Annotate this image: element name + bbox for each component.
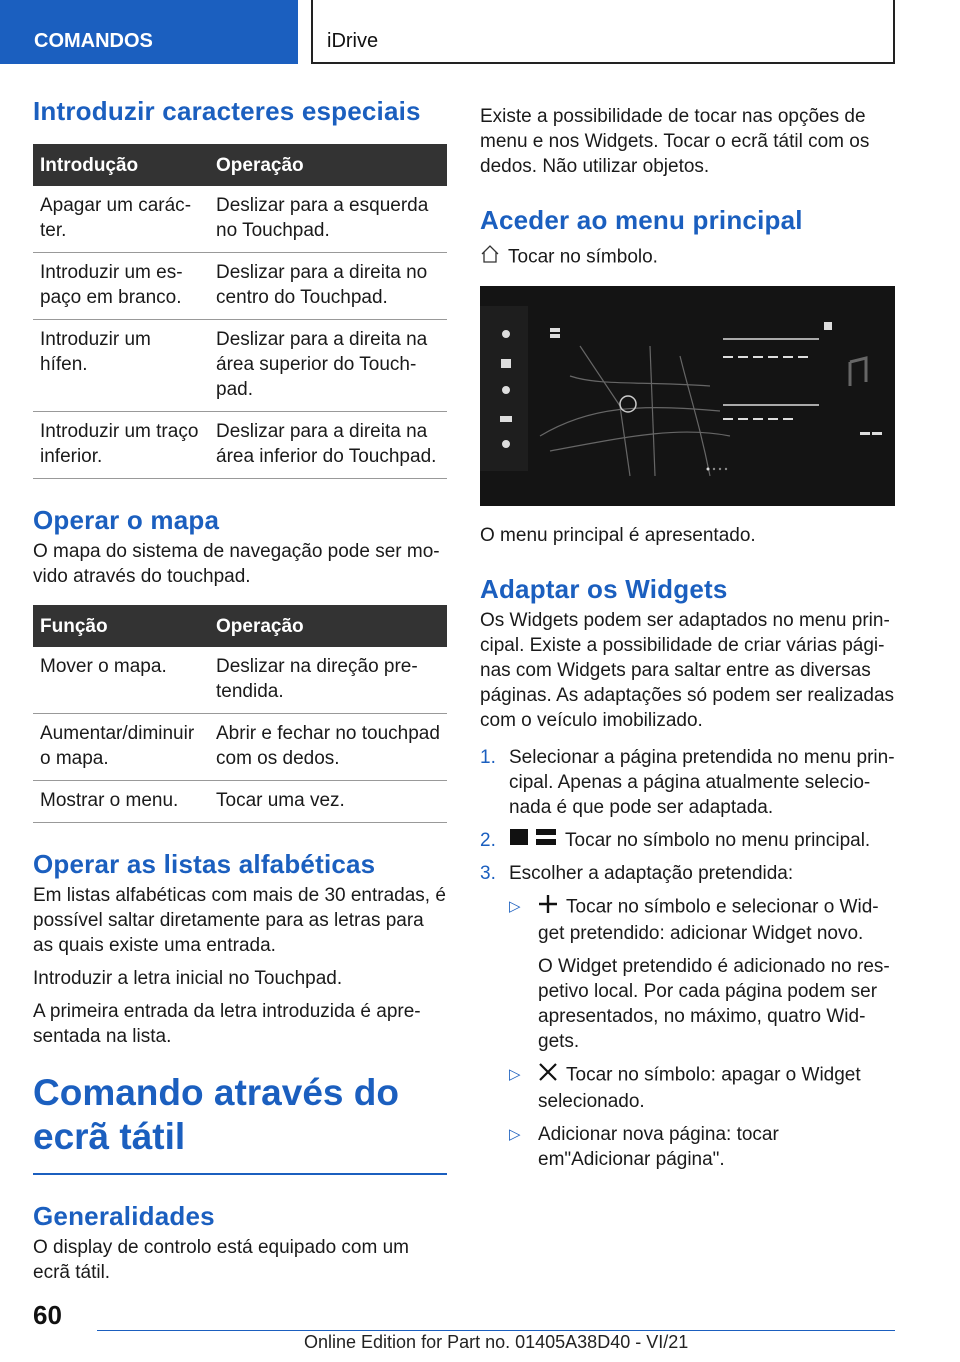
sub-text: Tocar no símbolo: apagar o Widget selecionado. [538,1065,861,1113]
list-item [480,745,895,820]
alpha-p3: A primeira entrada da letra introduzida é apresentada na lista. [33,1001,421,1047]
table-row [33,714,447,781]
special-chars-table [33,144,447,479]
widgets-intro: Os Widgets podem ser adaptados no menu principal. Existe a possibilidade de criar várias páginas com Widgets para saltar entre as diversas páginas. As adaptações só podem ser realizadas com o veículo imobilizado. [480,610,895,731]
alpha-heading: Operar as listas alfabéticas [33,849,376,879]
map-heading: Operar o mapa [33,505,220,535]
chapter-title: iDrive [327,30,379,52]
special-chars-heading: Introduzir caracteres especiais [33,96,421,126]
table-cell: Introduzir um espaço em branco. [33,253,209,320]
step-text: Tocar no símbolo no menu principal. [565,830,871,851]
section-title: COMANDOS [34,30,153,52]
table-cell: Mover o mapa. [33,647,209,714]
triangle-bullet-icon: ▷ [509,1126,521,1144]
sub-text: Tocar no símbolo e selecionar o Widget pretendido: adicionar Widget novo. [538,897,879,945]
list-item [509,894,895,1054]
triangle-bullet-icon: ▷ [509,1066,521,1084]
page-number: 60 [33,1300,62,1330]
table-header-cell: Operação [209,144,447,186]
home-instruction [480,244,895,271]
table-cell: Deslizar para a direita no centro do Touchpad. [209,253,447,320]
table-cell: Deslizar para a esquerda no Touchpad. [209,186,447,253]
plus-icon [538,894,558,921]
table-cell: Introduzir um hífen. [33,320,209,412]
steps-list [480,745,895,1172]
left-column [33,96,447,1285]
table-row [33,253,447,320]
table-cell: Deslizar na direção pretendida. [209,647,447,714]
close-icon [538,1062,558,1089]
main-menu-heading: Aceder ao menu principal [480,205,803,235]
step-text: Selecionar a página pretendida no menu principal. Apenas a página atualmente selecionada é que pode ser adaptada. [509,747,895,818]
table-cell: Deslizar para a direita na área inferior do Touchpad. [209,412,447,479]
section-tab [0,0,298,64]
list-item [509,1062,895,1114]
table-row [33,186,447,253]
touch-title: Comando através do ecrã tátil [33,1072,399,1157]
table-cell: Deslizar para a direita na área superior do Touchpad. [209,320,447,412]
alpha-p2: Introduzir a letra inicial no Touchpad. [33,968,343,989]
sub-text: Adicionar nova página: tocar em"Adicionar página". [538,1124,779,1171]
table-cell: Introduzir um traço inferior. [33,412,209,479]
home-icon [480,244,500,271]
table-header-cell: Operação [209,605,447,647]
step-number: 1. [480,747,496,768]
touch-p2: Existe a possibilidade de tocar nas opções de menu e nos Widgets. Tocar o ecrã tátil com os dedos. Não utilizar objetos. [480,106,870,177]
table-row [33,647,447,714]
step-number: 3. [480,863,496,885]
home-instruction-text: Tocar no símbolo. [508,246,658,268]
step-text: Escolher a adaptação pretendida: [509,863,794,885]
sub-list [509,894,895,1172]
touch-p1: O display de controlo está equipado com um ecrã tátil. [33,1237,409,1283]
table-cell: Tocar uma vez. [209,781,447,823]
map-intro: O mapa do sistema de navegação pode ser movido através do touchpad. [33,541,440,587]
table-header-cell: Introdução [33,144,209,186]
table-cell: Aumentar/diminuir o mapa. [33,714,209,781]
list-item [480,861,895,1172]
general-heading: Generalidades [33,1201,215,1231]
table-row [33,781,447,823]
footer-rule [97,1330,895,1331]
map-table [33,605,447,823]
main-menu-screenshot [480,286,895,506]
sub-note: O Widget pretendido é adicionado no respetivo local. Por cada página podem ser apresentados, no máximo, quatro Widgets. [538,956,890,1053]
table-cell: Mostrar o menu. [33,781,209,823]
title-rule [33,1173,447,1175]
table-row [33,320,447,412]
alpha-p1: Em listas alfabéticas com mais de 30 entradas, é possível saltar diretamente para as letras para as quais existe uma entrada. [33,885,446,956]
main-menu-result: O menu principal é apresentado. [480,525,756,546]
widgets-heading: Adaptar os Widgets [480,574,728,604]
footer-edition: Online Edition for Part no. 01405A38D40 - VI/21 [304,1332,689,1352]
list-item [480,828,895,853]
chapter-header [311,0,895,64]
table-row [33,412,447,479]
triangle-bullet-icon: ▷ [509,898,521,916]
table-cell: Abrir e fechar no touchpad com os dedos. [209,714,447,781]
widget-layout-icon [509,828,557,853]
right-column [480,104,895,1180]
list-item [509,1122,895,1172]
table-cell: Apagar um carácter. [33,186,209,253]
step-number: 2. [480,830,496,851]
table-header-cell: Função [33,605,209,647]
